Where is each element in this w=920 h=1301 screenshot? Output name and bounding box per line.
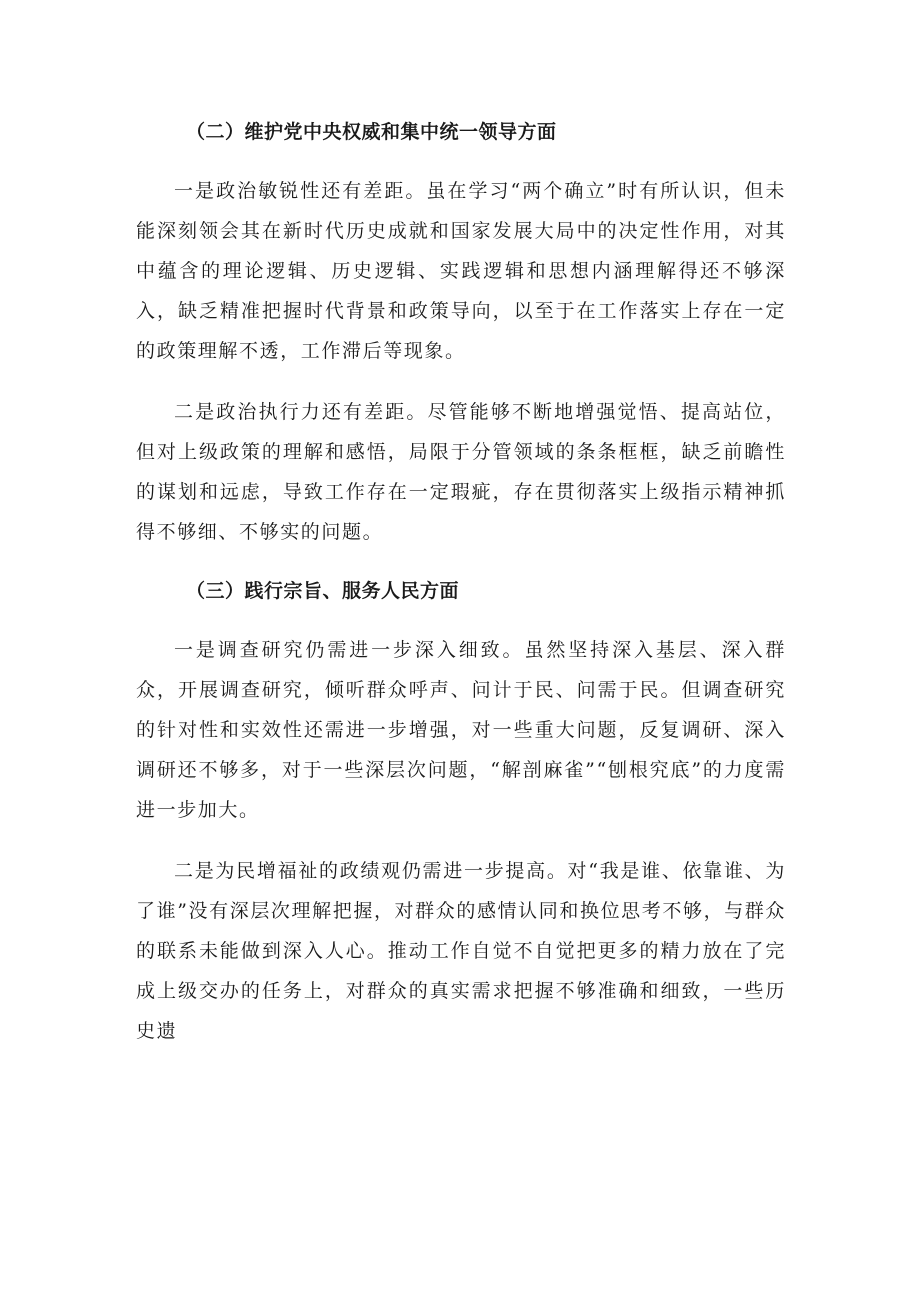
paragraph-people-welfare: 二是为民增福祉的政绩观仍需进一步提高。对“我是谁、依靠谁、为了谁”没有深层次理解把握，对群众的感情认同和换位思考不够，与群众的联系未能做到深入人心。推动工作自觉不自觉把更多的精力放在了完成上级交办的任务上，对群众的真实需求把握不够准确和细致，一些历史遗 bbox=[136, 860, 786, 1042]
spacer bbox=[136, 371, 786, 392]
document-body bbox=[136, 112, 786, 1051]
spacer bbox=[136, 611, 786, 630]
spacer bbox=[136, 152, 786, 171]
paragraph-political-sensitivity: 一是政治敏锐性还有差距。虽在学习“两个确立”时有所认识，但未能深刻领会其在新时代历史成就和国家发展大局中的决定性作用，对其中蕴含的理论逻辑、历史逻辑、实践逻辑和思想内涵理解得还不够深入，缺乏精准把握时代背景和政策导向，以至于在工作落实上存在一定的政策理解不透，工作滞后等现象。 bbox=[136, 180, 786, 362]
section-heading-3: （三）践行宗旨、服务人民方面 bbox=[186, 580, 460, 602]
spacer bbox=[136, 552, 786, 571]
section-heading-2: （二）维护党中央权威和集中统一领导方面 bbox=[186, 121, 557, 143]
paragraph-political-execution: 二是政治执行力还有差距。尽管能够不断地增强觉悟、提高站位，但对上级政策的理解和感悟，局限于分管领域的条条框框，缺乏前瞻性的谋划和远虑，导致工作存在一定瑕疵，存在贯彻落实上级指示精神抓得不够细、不够实的问题。 bbox=[136, 401, 786, 543]
spacer bbox=[136, 830, 786, 851]
paragraph-investigation-research: 一是调查研究仍需进一步深入细致。虽然坚持深入基层、深入群众，开展调查研究，倾听群众呼声、问计于民、问需于民。但调查研究的针对性和实效性还需进一步增强，对一些重大问题，反复调研、深入调研还不够多，对于一些深层次问题，“解剖麻雀”“刨根究底”的力度需进一步加大。 bbox=[136, 639, 786, 821]
